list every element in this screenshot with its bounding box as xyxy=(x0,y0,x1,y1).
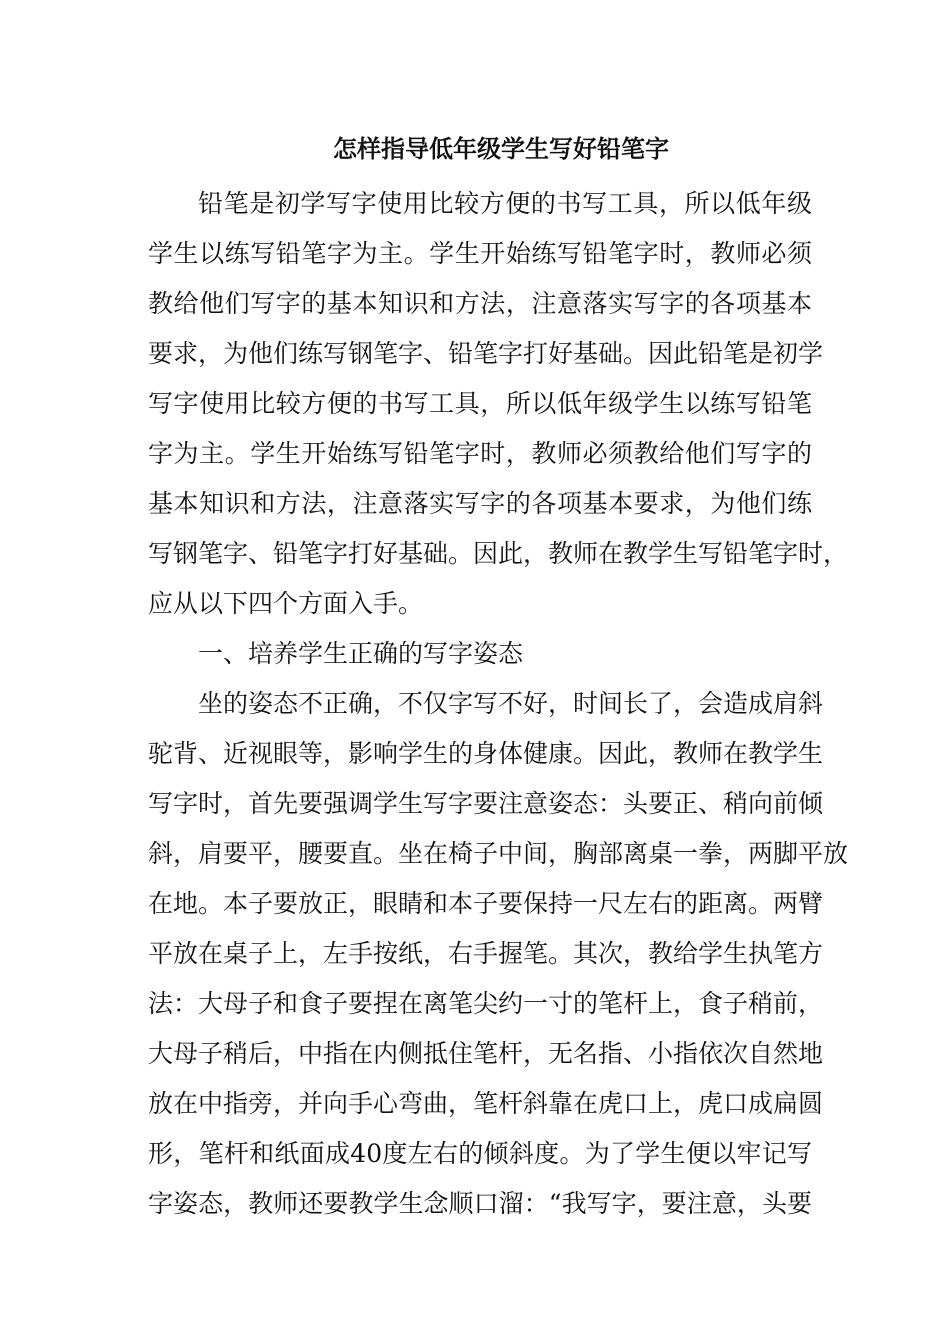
paragraph-line: 字为主。学生开始练写铅笔字时，教师必须教给他们写字的 xyxy=(148,439,812,468)
paragraph-line: 学生以练写铅笔字为主。学生开始练写铅笔字时，教师必须 xyxy=(148,239,812,268)
paragraph-line: 驼背、近视眼等，影响学生的身体健康。因此，教师在教学生 xyxy=(148,739,824,768)
paragraph-line: 坐的姿态不正确，不仅字写不好，时间长了，会造成肩斜 xyxy=(198,689,824,718)
paragraph-line: 斜，肩要平，腰要直。坐在椅子中间，胸部离桌一拳，两脚平放 xyxy=(148,839,849,868)
paragraph-line: 字姿态，教师还要教学生念顺口溜：“我写字，要注意，头要 xyxy=(148,1189,812,1218)
paragraph-line: 要求，为他们练写钢笔字、铅笔字打好基础。因此铅笔是初学 xyxy=(148,339,824,368)
paragraph-line: 在地。本子要放正，眼睛和本子要保持一尺左右的距离。两臂 xyxy=(148,889,824,918)
paragraph-line: 写钢笔字、铅笔字打好基础。因此，教师在教学生写铅笔字时， xyxy=(148,539,849,568)
paragraph-line: 应从以下四个方面入手。 xyxy=(148,589,424,618)
document-title: 怎样指导低年级学生写好铅笔字 xyxy=(333,134,669,163)
paragraph-line: 写字时，首先要强调学生写字要注意姿态：头要正、稍向前倾 xyxy=(148,789,824,818)
paragraph-line: 形，笔杆和纸面成40度左右的倾斜度。为了学生便以牢记写 xyxy=(148,1139,812,1168)
document-body xyxy=(148,179,849,1229)
paragraph-line: 教给他们写字的基本知识和方法，注意落实写字的各项基本 xyxy=(148,289,812,318)
paragraph-line: 放在中指旁，并向手心弯曲，笔杆斜靠在虎口上，虎口成扁圆 xyxy=(148,1089,824,1118)
paragraph-line: 铅笔是初学写字使用比较方便的书写工具，所以低年级 xyxy=(198,189,812,218)
paragraph-line: 平放在桌子上，左手按纸，右手握笔。其次，教给学生执笔方 xyxy=(148,939,824,968)
paragraph-line: 基本知识和方法，注意落实写字的各项基本要求，为他们练 xyxy=(148,489,812,518)
paragraph-line: 大母子稍后，中指在内侧抵住笔杆，无名指、小指依次自然地 xyxy=(148,1039,824,1068)
section-heading: 一、培养学生正确的写字姿态 xyxy=(198,639,524,668)
paragraph-line: 写字使用比较方便的书写工具，所以低年级学生以练写铅笔 xyxy=(148,389,812,418)
paragraph-line: 法：大母子和食子要捏在离笔尖约一寸的笔杆上，食子稍前， xyxy=(148,989,824,1018)
